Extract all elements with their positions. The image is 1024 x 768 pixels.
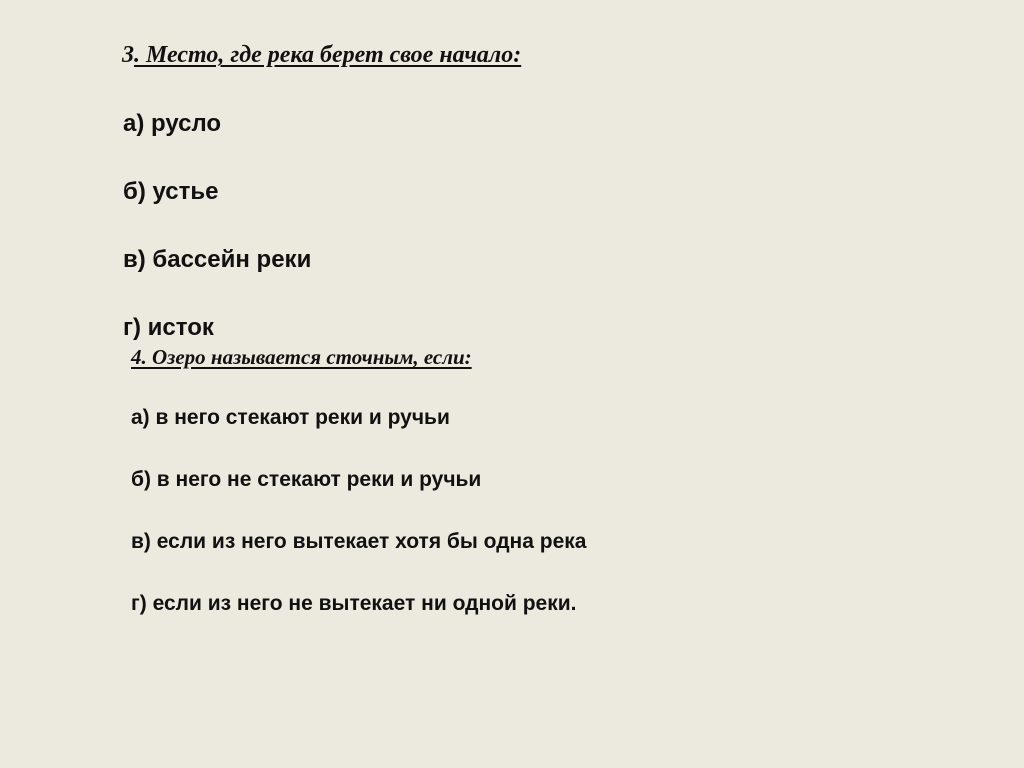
question-3-number: 3	[122, 42, 134, 68]
question-4-option-a: а) в него стекают реки и ручьи	[131, 406, 450, 429]
question-3-option-c: в) бассейн реки	[123, 246, 312, 273]
question-3-title	[122, 42, 521, 69]
question-3-option-d: г) исток	[123, 314, 214, 341]
question-4-option-b: б) в него не стекают реки и ручьи	[131, 468, 482, 491]
question-4-option-d: г) если из него не вытекает ни одной реки.	[131, 592, 577, 615]
question-4-title	[131, 345, 472, 370]
question-4-option-c: в) если из него вытекает хотя бы одна река	[131, 530, 587, 553]
question-4-text: 4. Озеро называется сточным, если:	[131, 345, 472, 369]
question-3-text: . Место, где река берет свое начало:	[134, 42, 522, 68]
question-3-option-b: б) устье	[123, 178, 219, 205]
question-3-option-a: а) русло	[123, 110, 222, 137]
